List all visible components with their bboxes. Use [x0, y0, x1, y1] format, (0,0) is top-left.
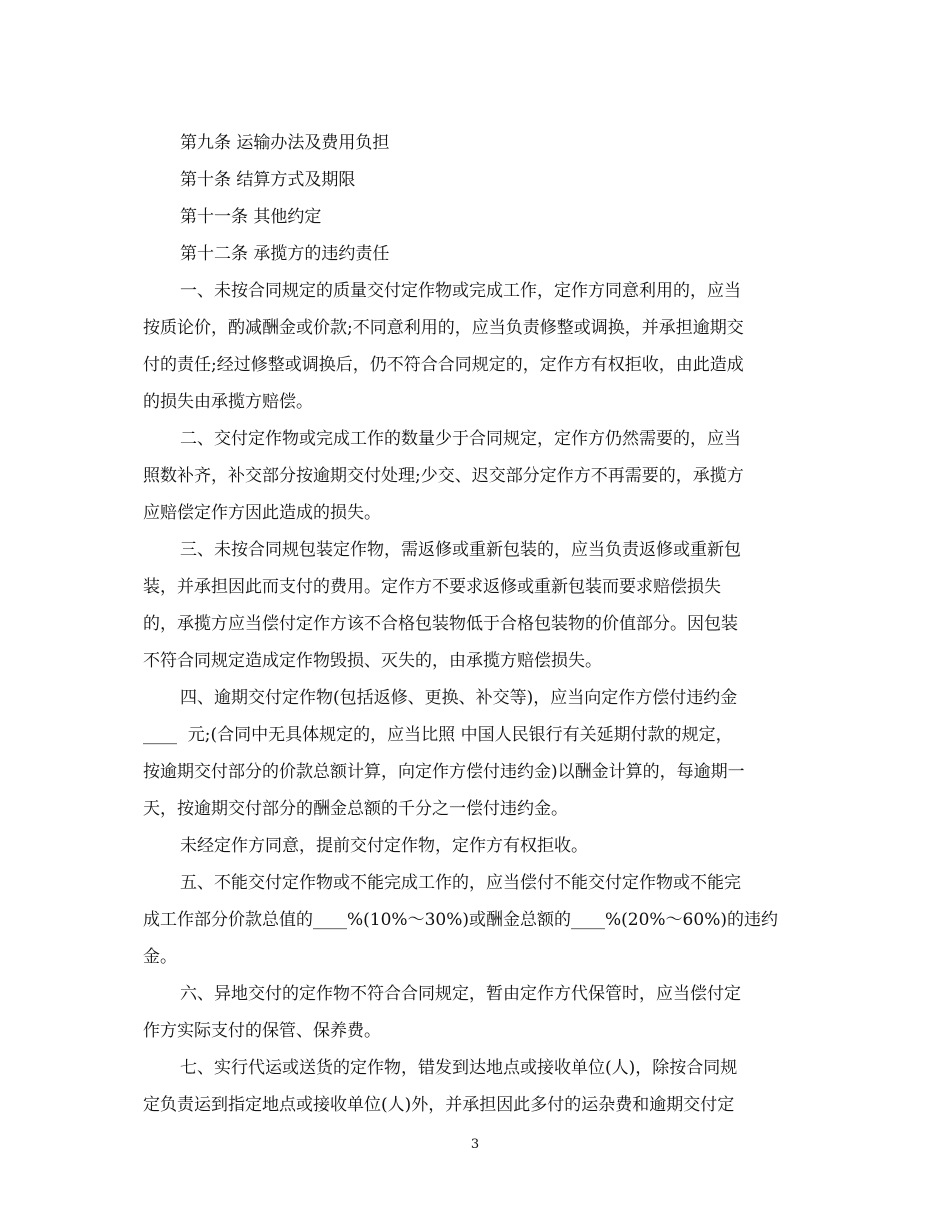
paragraph-line: 装，并承担因此而支付的费用。定作方不要求返修或重新包装而要求赔偿损失	[143, 577, 721, 597]
paragraph-line: 的损失由承揽方赔偿。	[143, 392, 313, 412]
page-number: 3	[470, 1137, 480, 1152]
paragraph-line: 金。	[143, 947, 177, 967]
paragraph-line: 照数补齐，补交部分按逾期交付处理;少交、迟交部分定作方不再需要的，承揽方	[143, 466, 744, 486]
paragraph-line: 按质论价，酌减酬金或价款;不同意利用的，应当负责修整或调换，并承担逾期交	[143, 318, 744, 338]
paragraph-line: 作方实际支付的保管、保养费。	[143, 1021, 381, 1041]
paragraph-line: 五、不能交付定作物或不能完成工作的，应当偿付不能交付定作物或不能完	[180, 873, 741, 893]
paragraph-line: 四、逾期交付定作物(包括返修、更换、补交等)，应当向定作方偿付违约金	[180, 688, 738, 708]
paragraph-line: 天，按逾期交付部分的酬金总额的千分之一偿付违约金。	[143, 799, 568, 819]
paragraph-line: 不符合同规定造成定作物毁损、灭失的，由承揽方赔偿损失。	[143, 651, 602, 671]
paragraph-line: 的，承揽方应当偿付定作方该不合格包装物低于合格包装物的价值部分。因包装	[143, 614, 738, 634]
paragraph-line: 二、交付定作物或完成工作的数量少于合同规定，定作方仍然需要的，应当	[180, 429, 741, 449]
paragraph-line: 三、未按合同规包装定作物，需返修或重新包装的，应当负责返修或重新包	[180, 540, 741, 560]
paragraph-line: 一、未按合同规定的质量交付定作物或完成工作，定作方同意利用的，应当	[180, 281, 741, 301]
paragraph-line: ____ 元;(合同中无具体规定的，应当比照 中国人民银行有关延期付款的规定，	[143, 725, 733, 745]
paragraph-line: 按逾期交付部分的价款总额计算，向定作方偿付违约金)以酬金计算的，每逾期一	[143, 762, 745, 782]
paragraph-line: 七、实行代运或送货的定作物，错发到达地点或接收单位(人)，除按合同规	[180, 1058, 738, 1078]
paragraph-line: 付的责任;经过修整或调换后，仍不符合合同规定的，定作方有权拒收，由此造成	[143, 355, 744, 375]
paragraph-line: 定负责运到指定地点或接收单位(人)外，并承担因此多付的运杂费和逾期交付定	[143, 1095, 735, 1115]
paragraph-line: 六、异地交付的定作物不符合合同规定，暂由定作方代保管时，应当偿付定	[180, 984, 741, 1004]
paragraph-line: 成工作部分价款总值的____%(10%～30%)或酬金总额的____%(20%～60%)的违约	[143, 910, 778, 930]
clause-11-heading: 第十一条 其他约定	[180, 207, 322, 227]
paragraph-line: 应赔偿定作方因此造成的损失。	[143, 503, 381, 523]
clause-9-heading: 第九条 运输办法及费用负担	[180, 133, 390, 153]
clause-12-heading: 第十二条 承揽方的违约责任	[180, 244, 390, 264]
paragraph-line: 未经定作方同意，提前交付定作物，定作方有权拒收。	[180, 836, 588, 856]
clause-10-heading: 第十条 结算方式及期限	[180, 170, 356, 190]
